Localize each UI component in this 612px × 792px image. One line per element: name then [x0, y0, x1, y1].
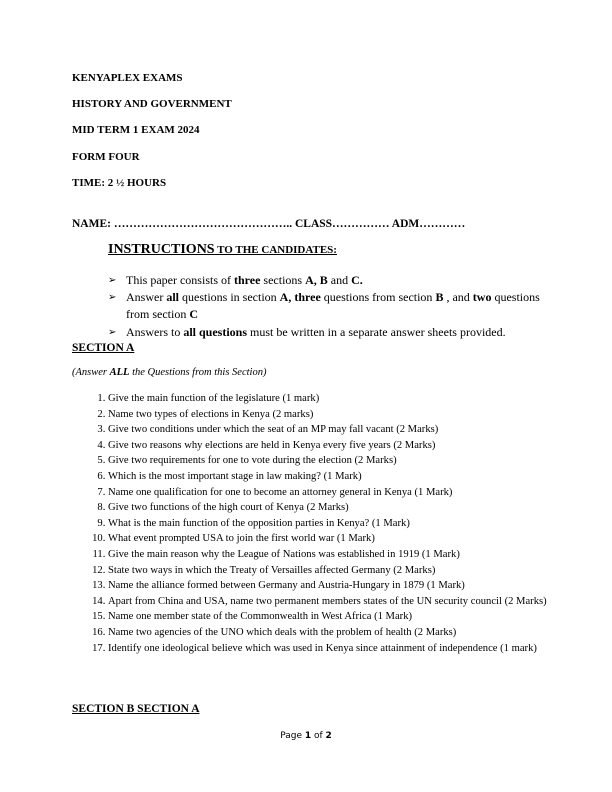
instruction-text — [126, 324, 506, 341]
exam-time: TIME: 2 ½ HOURS — [72, 177, 167, 189]
question-item: 16. Name two agencies of the UNO which deals with the problem of health (2 Marks) — [108, 625, 548, 641]
question-item: 8. Give two functions of the high court of Kenya (2 Marks) — [108, 500, 548, 516]
footer-text: of — [311, 731, 326, 741]
instruction-list — [108, 272, 548, 341]
instruction-segment: C. — [351, 273, 363, 287]
arrow-bullet-icon: ➢ — [108, 326, 117, 338]
instructions-title-rest: TO THE CANDIDATES: — [214, 244, 337, 256]
instruction-segment: questions in section — [179, 290, 280, 305]
instruction-segment: B — [435, 290, 444, 305]
instruction-segment: sections — [260, 273, 306, 287]
section-a-note — [72, 367, 266, 378]
exam-title: MID TERM 1 EXAM 2024 — [72, 124, 200, 136]
instruction-segment: questions from section — [126, 290, 540, 322]
instruction-segment: questions from section — [320, 290, 436, 305]
instructions-title — [108, 242, 337, 258]
form-level: FORM FOUR — [72, 151, 140, 163]
instruction-segment: A, three — [279, 290, 321, 305]
instruction-segment: must be written in a separate answer sheets provided. — [247, 324, 506, 339]
instruction-item — [108, 272, 548, 289]
subject: HISTORY AND GOVERNMENT — [72, 98, 232, 110]
instruction-text — [126, 289, 548, 323]
question-item: 12. State two ways in which the Treaty of Versailles affected Germany (2 Marks) — [108, 563, 548, 579]
instruction-item — [108, 324, 548, 341]
instruction-segment: , and — [443, 290, 473, 305]
question-item: 7. Name one qualification for one to become an attorney general in Kenya (1 Mark) — [108, 485, 548, 501]
question-item: 6. Which is the most important stage in law making? (1 Mark) — [108, 469, 548, 485]
instruction-segment: Answers to — [126, 324, 184, 339]
question-list — [90, 391, 548, 656]
question-item: 4. Give two reasons why elections are held in Kenya every five years (2 Marks) — [108, 438, 548, 454]
instruction-item — [108, 289, 548, 323]
section-a-heading: SECTION A — [72, 342, 135, 354]
question-item: 13. Name the alliance formed between Germany and Austria-Hungary in 1879 (1 Mark) — [108, 578, 548, 594]
question-item: 9. What is the main function of the opposition parties in Kenya? (1 Mark) — [108, 516, 548, 532]
instruction-segment: all questions — [183, 324, 248, 339]
instruction-segment: three — [233, 273, 261, 287]
note-text: (Answer — [72, 367, 110, 378]
note-bold: ALL — [109, 367, 130, 378]
instruction-segment: two — [472, 290, 492, 305]
instruction-segment: all — [166, 290, 179, 305]
student-details-line: NAME: ……………………………………….. CLASS…………… ADM………… — [72, 218, 466, 230]
question-item: 10. What event prompted USA to join the first world war (1 Mark) — [108, 531, 548, 547]
question-item: 1. Give the main function of the legislature (1 mark) — [108, 391, 548, 407]
instruction-segment: and — [327, 273, 352, 287]
arrow-bullet-icon: ➢ — [108, 275, 117, 286]
question-item: 3. Give two conditions under which the seat of an MP may fall vacant (2 Marks) — [108, 422, 548, 438]
question-item: 11. Give the main reason why the League of Nations was established in 1919 (1 Mark) — [108, 547, 548, 563]
arrow-bullet-icon: ➢ — [108, 292, 117, 304]
instructions-title-main: INSTRUCTIONS — [108, 242, 215, 257]
question-item: 2. Name two types of elections in Kenya (2 marks) — [108, 407, 548, 423]
footer-text: Page — [280, 731, 305, 741]
instruction-segment: This paper consists of — [126, 273, 234, 287]
question-item: 5. Give two requirements for one to vote during the election (2 Marks) — [108, 453, 548, 469]
section-b-heading: SECTION B SECTION A — [72, 703, 200, 715]
total-pages: 2 — [325, 731, 332, 741]
page-number — [0, 731, 612, 741]
instruction-segment: Answer — [126, 290, 167, 305]
question-item: 14. Apart from China and USA, name two permanent members states of the UN security council (2 Marks) — [108, 594, 548, 610]
instruction-segment: A, B — [305, 273, 328, 287]
instruction-text — [126, 272, 363, 289]
note-text: the Questions from this Section) — [129, 367, 267, 378]
instruction-segment: C — [189, 307, 198, 322]
question-item: 15. Name one member state of the Commonwealth in West Africa (1 Mark) — [108, 609, 548, 625]
question-item: 17. Identify one ideological believe which was used in Kenya since attainment of independence (1 mark) — [108, 641, 548, 657]
current-page: 1 — [304, 731, 312, 741]
school-name: KENYAPLEX EXAMS — [72, 72, 183, 84]
